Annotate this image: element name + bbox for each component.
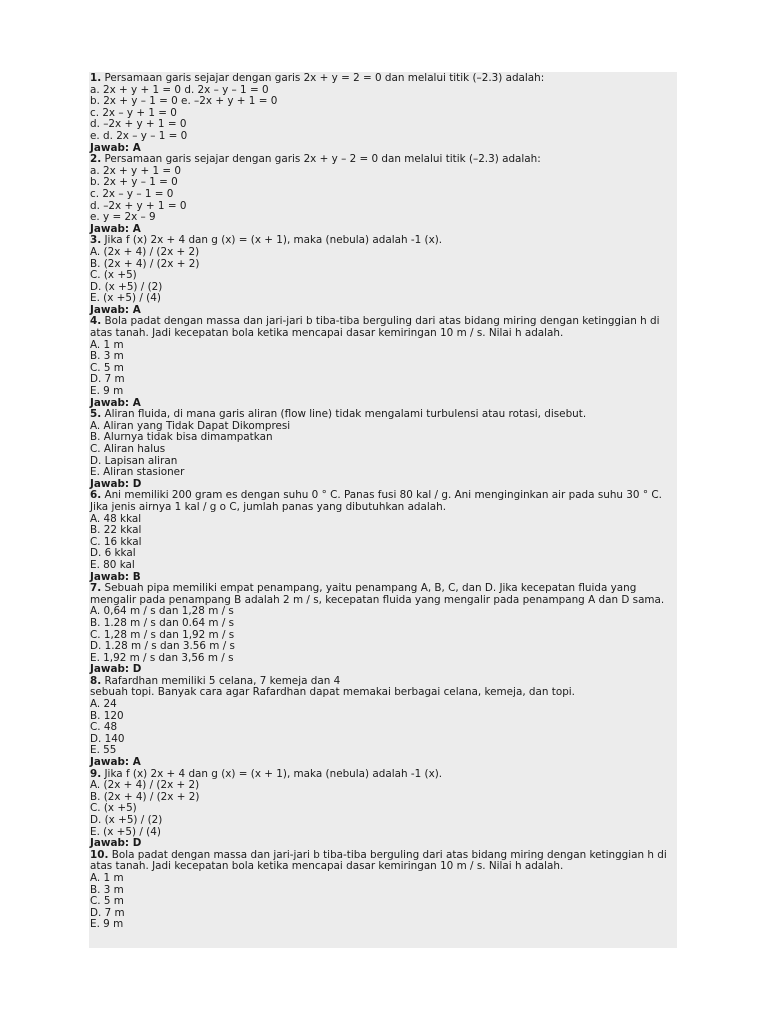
option-2: B. 22 kkal: [90, 524, 142, 537]
option-3: C. 16 kkal: [90, 535, 142, 548]
option-2: B. Alurnya tidak bisa dimampatkan: [90, 431, 273, 444]
option-2: b. 2x + y – 1 = 0: [90, 176, 178, 189]
question-number: 3.: [90, 234, 102, 247]
option-2: B. 3 m: [90, 883, 124, 896]
question-text: [90, 490, 677, 513]
option-4: D. Lapisan aliran: [90, 454, 178, 467]
question-5: [90, 409, 677, 490]
question-body: Jika f (x) 2x + 4 dan g (x) = (x + 1), maka (nebula) adalah -1 (x).: [101, 767, 443, 780]
question-body: Aliran fluida, di mana garis aliran (flow line) tidak mengalami turbulensi atau rotasi, disebut.: [101, 408, 587, 421]
option-4: d. –2x + y + 1 = 0: [90, 199, 187, 212]
answer-key: Jawab: D: [90, 477, 142, 490]
answer-key: Jawab: A: [90, 222, 141, 235]
option-5: E. 1,92 m / s dan 3,56 m / s: [90, 651, 234, 664]
question-body: Jika f (x) 2x + 4 dan g (x) = (x + 1), maka (nebula) adalah -1 (x).: [101, 234, 443, 247]
question-number: 6.: [90, 489, 102, 502]
option-5: E. (x +5) / (4): [90, 292, 161, 305]
question-6: [90, 490, 677, 583]
option-1: A. (2x + 4) / (2x + 2): [90, 779, 200, 792]
question-number: 5.: [90, 408, 102, 421]
question-text: [90, 154, 677, 166]
question-text: [90, 73, 677, 85]
question-number: 1.: [90, 72, 102, 84]
option-2: B. 120: [90, 709, 124, 722]
option-2: B. 1.28 m / s dan 0.64 m / s: [90, 616, 235, 629]
option-5: E. Aliran stasioner: [90, 466, 185, 479]
option-1: A. 1 m: [90, 871, 124, 884]
question-7: [90, 583, 677, 676]
question-number: 7.: [90, 582, 102, 595]
option-1: A. 1 m: [90, 338, 124, 351]
option-4: D. (x +5) / (2): [90, 814, 163, 826]
option-5: E. (x +5) / (4): [90, 825, 161, 838]
question-9: [90, 769, 677, 850]
question-10: [90, 850, 677, 931]
option-5: E. 80 kal: [90, 558, 135, 571]
option-3: C. (x +5): [90, 802, 137, 815]
question-body: Ani memiliki 200 gram es dengan suhu 0 ° C. Panas fusi 80 kal / g. Ani menginginkan air pada suhu 30 ° C. Jika jenis airnya 1 kal / g o C, jumlah panas yang dibutuhkan adalah.: [90, 489, 662, 513]
question-3: [90, 235, 677, 316]
question-1: [90, 73, 677, 154]
option-5: e. y = 2x – 9: [90, 211, 156, 224]
question-body: Rafardhan memiliki 5 celana, 7 kemeja dan 4: [101, 674, 341, 687]
question-text-continued: sebuah topi. Banyak cara agar Rafardhan dapat memakai berbagai celana, kemeja, dan topi.: [90, 686, 575, 699]
option-4: D. 7 m: [90, 373, 125, 386]
option-1: A. 0,64 m / s dan 1,28 m / s: [90, 605, 234, 618]
option-3: C. 5 m: [90, 895, 124, 908]
option-2: B. (2x + 4) / (2x + 2): [90, 790, 200, 803]
option-4: D. 140: [90, 732, 125, 745]
question-text: [90, 850, 677, 873]
question-number: 4.: [90, 315, 102, 328]
option-3: C. 48: [90, 721, 118, 734]
answer-key: Jawab: D: [90, 663, 142, 676]
option-3: C. (x +5): [90, 269, 137, 282]
question-number: 9.: [90, 767, 102, 780]
option-4: D. 6 kkal: [90, 547, 136, 560]
question-text: [90, 316, 677, 339]
option-5: e. d. 2x – y – 1 = 0: [90, 129, 188, 142]
question-number: 8.: [90, 674, 102, 687]
option-1: A. Aliran yang Tidak Dapat Dikompresi: [90, 419, 291, 432]
question-number: 2.: [90, 153, 102, 166]
answer-key: Jawab: D: [90, 837, 142, 850]
option-1: a. 2x + y + 1 = 0 d. 2x – y – 1 = 0: [90, 83, 269, 96]
option-4: d. –2x + y + 1 = 0: [90, 118, 187, 131]
question-body: Bola padat dengan massa dan jari-jari b tiba-tiba berguling dari atas bidang miring dengan ketinggian h di atas tanah. Jadi kecepatan bola ketika mencapai dasar kemiringan 10 m / s. Nilai h adalah.: [90, 315, 660, 340]
option-2: B. (2x + 4) / (2x + 2): [90, 257, 200, 270]
option-3: C. 5 m: [90, 361, 124, 374]
option-2: b. 2x + y – 1 = 0 e. –2x + y + 1 = 0: [90, 95, 278, 108]
question-8: [90, 676, 677, 769]
option-5: E. 9 m: [90, 385, 124, 398]
option-1: A. 24: [90, 698, 117, 711]
answer-key: Jawab: B: [90, 570, 141, 583]
question-body: Persamaan garis sejajar dengan garis 2x + y = 2 = 0 dan melalui titik (–2.3) adalah:: [101, 72, 545, 84]
option-5: E. 55: [90, 744, 117, 757]
question-body: Persamaan garis sejajar dengan garis 2x + y – 2 = 0 dan melalui titik (–2.3) adalah:: [101, 153, 541, 166]
answer-key: Jawab: A: [90, 396, 141, 409]
answer-key: Jawab: A: [90, 756, 141, 769]
question-2: [90, 154, 677, 235]
option-3: C. Aliran halus: [90, 443, 166, 455]
question-body: Bola padat dengan massa dan jari-jari b tiba-tiba berguling dari atas bidang miring dengan ketinggian h di atas tanah. Jadi kecepatan bola ketika mencapai dasar kemiringan 10 m / s. Nilai h adalah.: [90, 848, 667, 873]
option-1: a. 2x + y + 1 = 0: [90, 164, 182, 177]
question-4: [90, 316, 677, 409]
option-3: C. 1,28 m / s dan 1,92 m / s: [90, 628, 235, 641]
option-4: D. 7 m: [90, 906, 125, 919]
option-2: B. 3 m: [90, 350, 124, 363]
question-number: 10.: [90, 848, 109, 861]
option-3: c. 2x – y – 1 = 0: [90, 187, 174, 200]
option-5: E. 9 m: [90, 918, 124, 931]
option-1: A. 48 kkal: [90, 512, 142, 525]
answer-key: Jawab: A: [90, 141, 141, 154]
option-1: A. (2x + 4) / (2x + 2): [90, 245, 200, 258]
option-3: c. 2x – y + 1 = 0: [90, 106, 177, 119]
question-body: Sebuah pipa memiliki empat penampang, yaitu penampang A, B, C, dan D. Jika kecepatan fluida yang mengalir pada penampang B adalah 2 m / s, kecepatan fluida yang mengalir pada penampang A dan D sama.: [90, 582, 665, 606]
answer-key: Jawab: A: [90, 303, 141, 316]
option-4: D. 1.28 m / s dan 3.56 m / s: [90, 640, 235, 653]
document-page: [89, 72, 677, 948]
option-4: D. (x +5) / (2): [90, 280, 163, 293]
question-text: [90, 583, 677, 606]
